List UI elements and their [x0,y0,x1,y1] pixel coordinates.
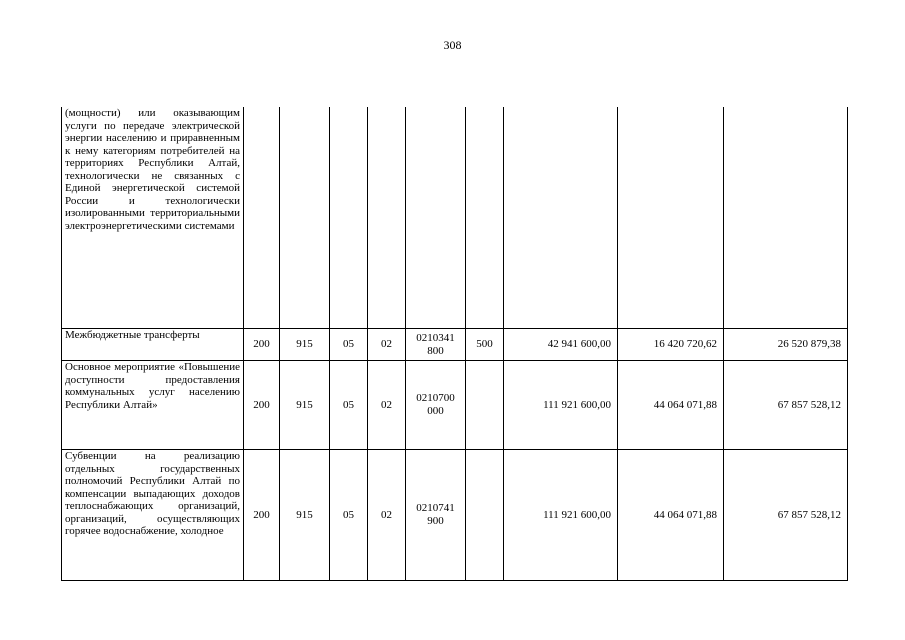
row-section: 05 [330,450,368,581]
row-sum-total: 111 921 600,00 [504,450,618,581]
row-sum-federal [618,107,724,329]
row-sum-federal: 16 420 720,62 [618,329,724,361]
row-ministry: 915 [280,361,330,450]
row-section: 05 [330,329,368,361]
row-name: Основное мероприятие «Повышение доступности предоставления коммунальных услуг населению Республики Алтай» [62,361,244,450]
row-ministry [280,107,330,329]
table-row [62,361,848,450]
table-row [62,450,848,581]
row-subsection: 02 [368,361,406,450]
row-section [330,107,368,329]
row-expense-type [466,361,504,450]
row-sum-total [504,107,618,329]
row-sum-total: 42 941 600,00 [504,329,618,361]
table-row [62,329,848,361]
row-group: 200 [244,361,280,450]
row-expense-type: 500 [466,329,504,361]
row-group [244,107,280,329]
row-group: 200 [244,329,280,361]
row-subsection: 02 [368,329,406,361]
row-target-code [406,107,466,329]
row-name: Субвенции на реализацию отдельных государственных полномочий Республики Алтай по компенсации выпадающих доходов теплоснабжающих организаций, организаций, осуществляющих горячее водоснабжение, холодное [62,450,244,581]
row-sum-total: 111 921 600,00 [504,361,618,450]
row-expense-type [466,107,504,329]
row-name: Межбюджетные трансферты [62,329,244,361]
row-sum-federal: 44 064 071,88 [618,361,724,450]
row-sum-regional: 67 857 528,12 [724,450,848,581]
row-group: 200 [244,450,280,581]
row-subsection: 02 [368,450,406,581]
page-number: 308 [443,38,462,52]
row-sum-federal: 44 064 071,88 [618,450,724,581]
row-section: 05 [330,361,368,450]
table-row [62,107,848,329]
row-sum-regional: 67 857 528,12 [724,361,848,450]
row-ministry: 915 [280,450,330,581]
row-expense-type [466,450,504,581]
row-subsection [368,107,406,329]
row-ministry: 915 [280,329,330,361]
row-sum-regional [724,107,848,329]
budget-table [61,107,848,581]
row-target-code: 0210341 800 [406,329,466,361]
row-target-code: 0210700 000 [406,361,466,450]
row-sum-regional: 26 520 879,38 [724,329,848,361]
row-target-code: 0210741 900 [406,450,466,581]
row-name: (мощности) или оказывающим услуги по передаче электрической энергии населению и приравненным к нему категориям потребителей на территориях Республики Алтай, технологически не связанных с Единой энергетической системой России и технологически изолированными территориальными электроэнергетическими системами [62,107,244,329]
